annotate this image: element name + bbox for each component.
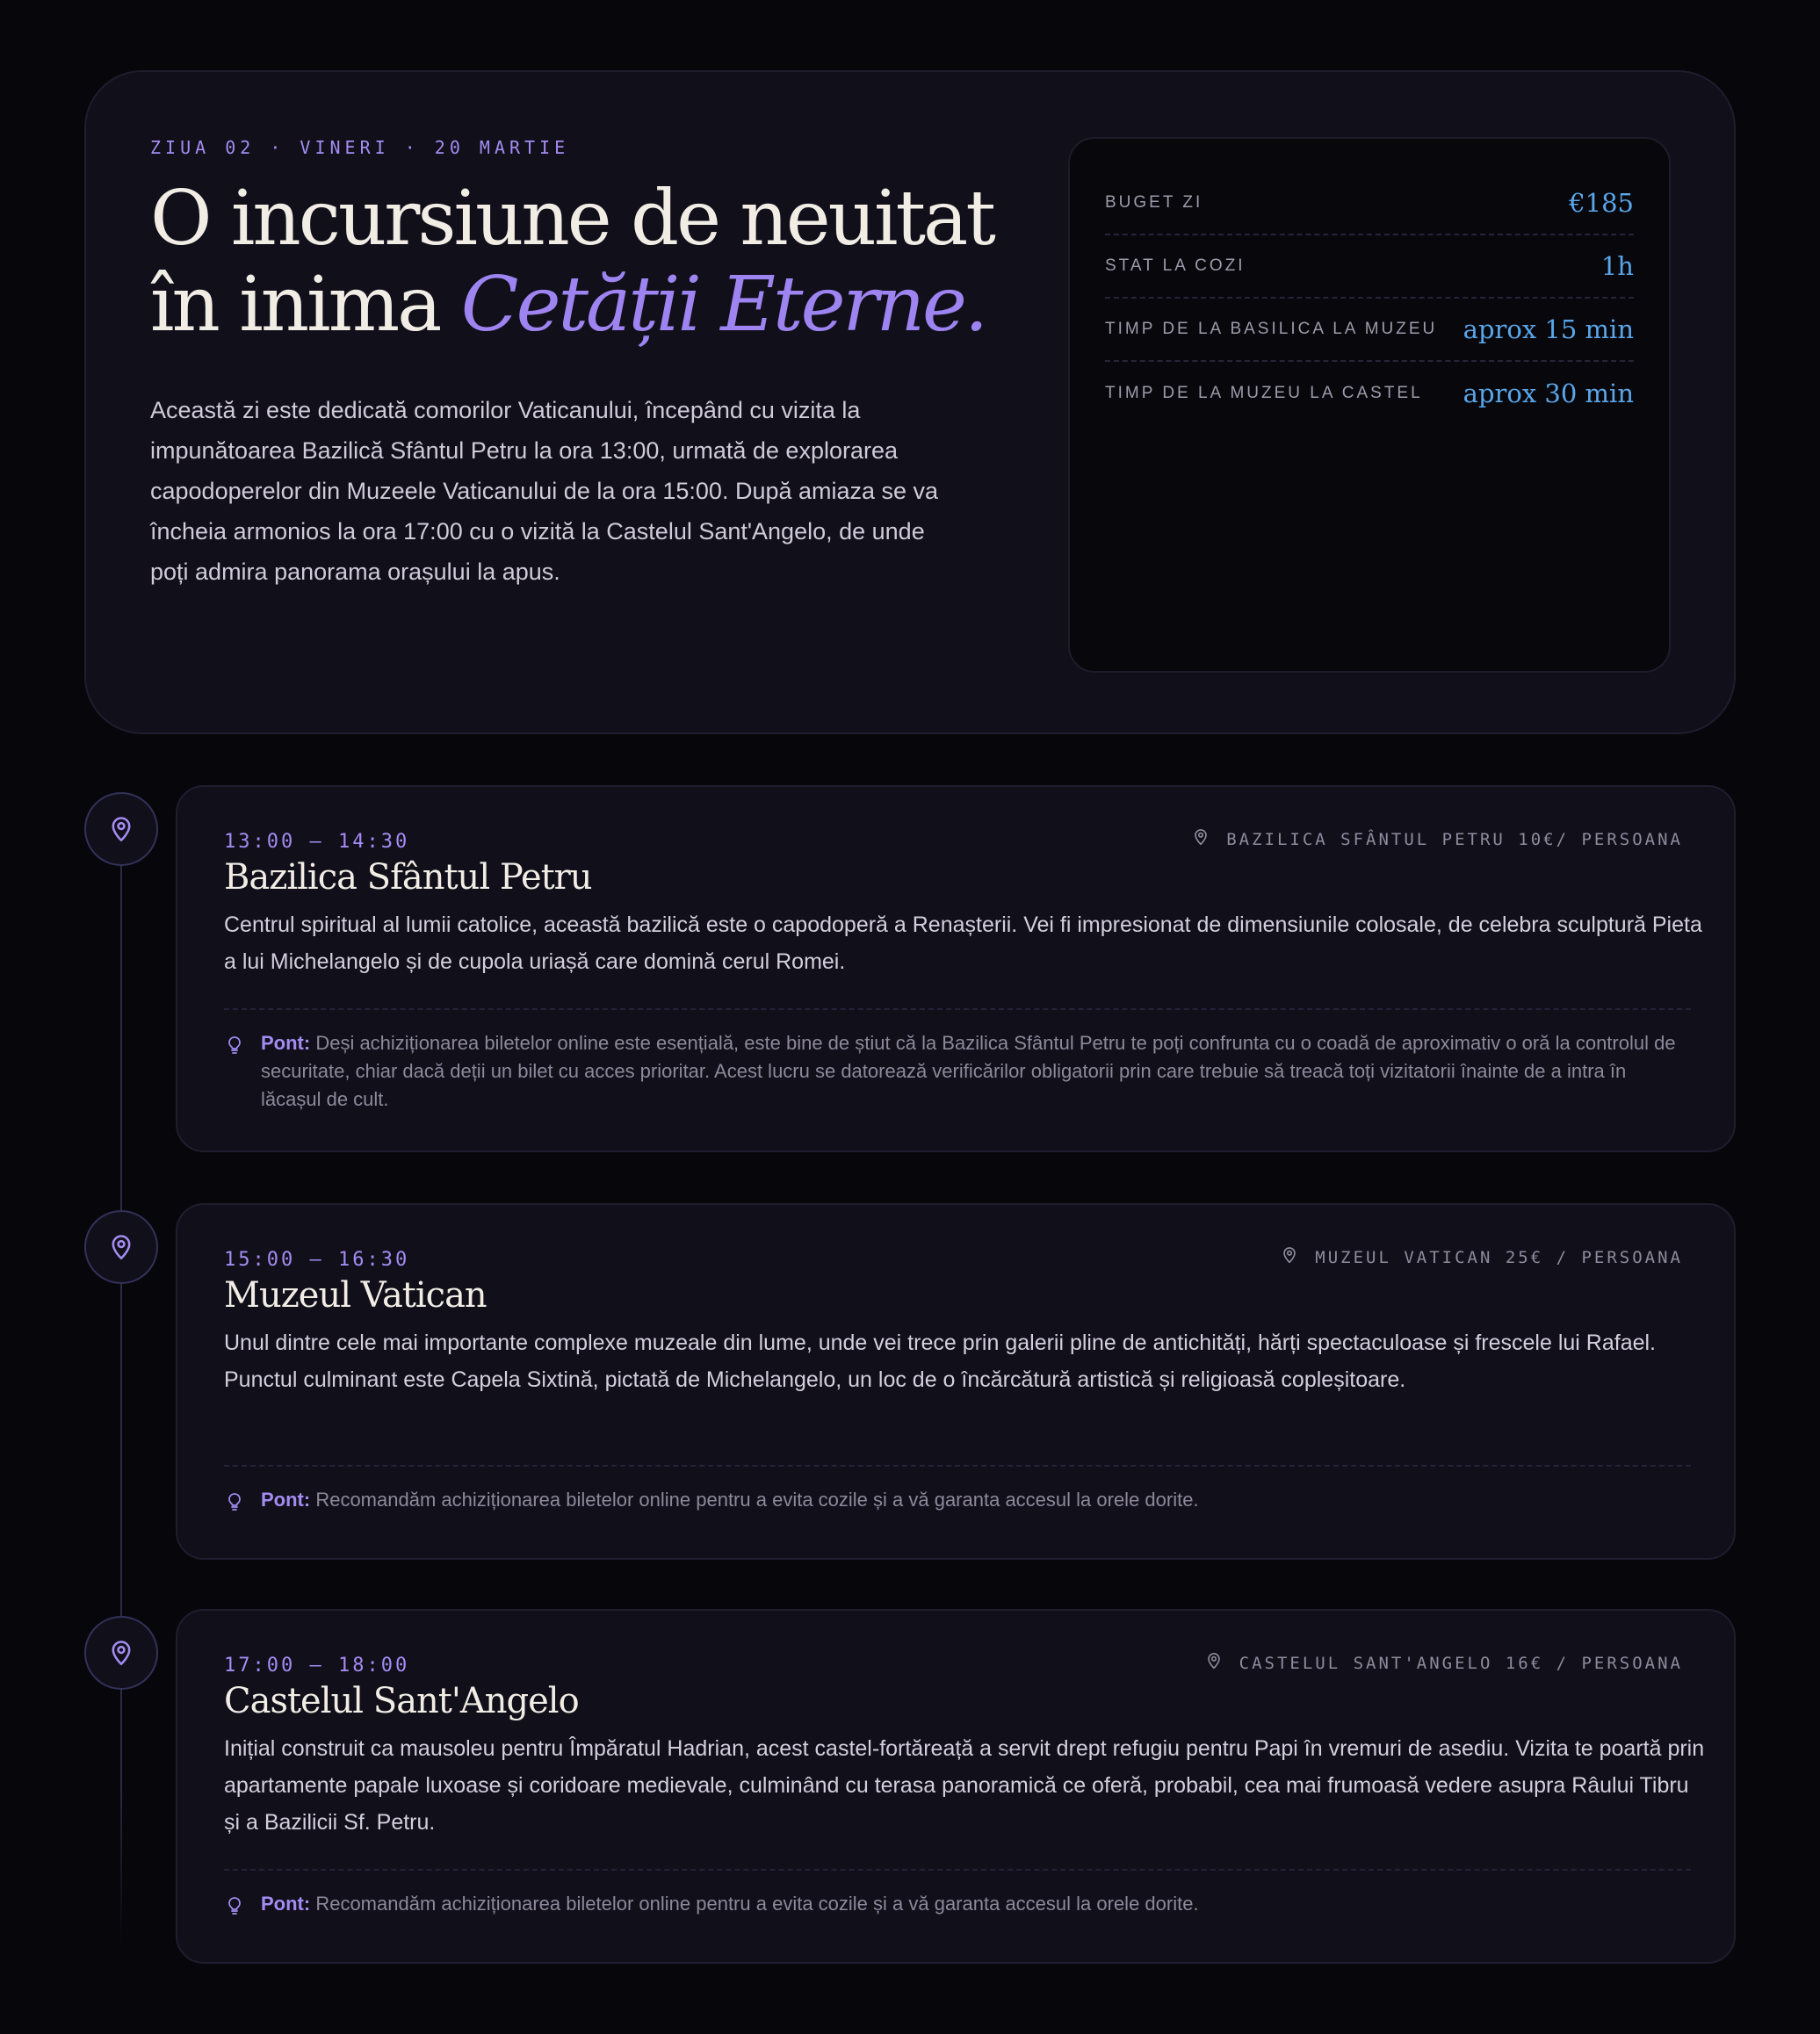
itinerary-stop-card[interactable] — [176, 1203, 1736, 1560]
stop-tip — [224, 1029, 1691, 1114]
itinerary-stop-card[interactable] — [176, 1609, 1736, 1964]
lightbulb-icon — [224, 1890, 245, 1921]
stop-description: Inițial construit ca mausoleu pentru Împăratul Hadrian, acest castel-fortăreață a servit drept refugiu pentru Papi în vremuri de asediu. Vizita te poartă prin apartamente papale luxoase și coridoare medievale, culminând cu terasa panoramică ce oferă, probabil, cea mai frumoasă vedere asupra Râului Tibru și a Bazilicii Sf. Petru. — [224, 1736, 1705, 1835]
stat-row-basilica-to-museum — [1105, 299, 1634, 362]
stop-tip — [224, 1890, 1691, 1921]
divider — [224, 1465, 1691, 1467]
stop-location — [1191, 827, 1683, 851]
stop-location — [1204, 1651, 1683, 1675]
map-pin-icon — [1204, 1651, 1224, 1675]
stop-title: Castelul Sant'Angelo — [224, 1681, 579, 1721]
lightbulb-icon — [224, 1029, 245, 1060]
tip-text: Recomandăm achiziționarea biletelor online pentru a evita cozile și a vă garanta accesul la orele dorite. — [315, 1893, 1199, 1915]
itinerary-stop-card[interactable] — [176, 785, 1736, 1152]
timeline-line — [120, 865, 122, 1945]
stop-location-label: MUZEUL VATICAN 25€ / PERSOANA — [1315, 1247, 1683, 1267]
stat-label: BUGET ZI — [1105, 193, 1203, 212]
stat-row-budget — [1105, 172, 1634, 235]
stop-location-label: CASTELUL SANT'ANGELO 16€ / PERSOANA — [1239, 1653, 1683, 1673]
stat-value: aprox 30 min — [1462, 379, 1634, 408]
stat-value: aprox 15 min — [1462, 314, 1634, 344]
day-intro: Această zi este dedicată comorilor Vaticanului, începând cu vizita la impunătoarea Bazilică Sfântul Petru la ora 13:00, urmată de explorarea capodoperelor din Muzeele Vaticanului de la ora 15:00. După amiaza se va încheia armonios la ora 17:00 cu o vizită la Castelul Sant'Angelo, de unde poți admira panorama orașului la apus. — [150, 397, 939, 585]
stop-time: 13:00 — 14:30 — [224, 831, 410, 853]
stop-description: Unul dintre cele mai importante complexe muzeale din lume, unde vei trece prin galerii pline de antichități, hărți spectaculoase și frescele lui Rafael. Punctul culminant este Capela Sixtină, pictată de Michelangelo, un loc de o încărcătură artistică și religioasă copleșitoare. — [224, 1331, 1657, 1392]
divider — [224, 1869, 1691, 1871]
tip-text: Deși achiziționarea biletelor online este esențială, este bine de știut că la Bazilica Sfântul Petru te poți confrunta cu o coadă de aproximativ o oră la controlul de securitate, chiar dacă deții un bilet cu acces prioritar. Acest lucru se datorează verificărilor obligatorii prin care trebuie să treacă toți vizitatorii înainte de a intra în lăcașul de cult. — [261, 1032, 1676, 1110]
stat-value: 1h — [1600, 251, 1634, 281]
tip-text: Recomandăm achiziționarea biletelor online pentru a evita cozile și a vă garanta accesul la orele dorite. — [315, 1489, 1199, 1511]
map-pin-icon — [84, 1210, 158, 1284]
page-title — [150, 176, 1029, 348]
stat-value: €185 — [1569, 188, 1634, 218]
stat-row-museum-to-castle — [1105, 362, 1634, 425]
stop-title: Muzeul Vatican — [224, 1275, 487, 1316]
stat-label: TIMP DE LA BASILICA LA MUZEU — [1105, 320, 1438, 338]
stop-title: Bazilica Sfântul Petru — [224, 857, 592, 898]
lightbulb-icon — [224, 1486, 245, 1517]
stop-description: Centrul spiritual al lumii catolice, această bazilică este o capodoperă a Renașterii. Vei fi impresionat de dimensiunile colosale, de celebra sculptură Pieta a lui Michelangelo și de cupola uriașă care domină cerul Romei. — [224, 912, 1702, 974]
title-main: O incursiune de neuitat în inima — [150, 175, 993, 349]
stop-time: 15:00 — 16:30 — [224, 1249, 410, 1271]
day-eyebrow: ZIUA 02 · VINERI · 20 MARTIE — [150, 137, 570, 158]
stat-label: STAT LA COZI — [1105, 256, 1246, 275]
day-stats-panel — [1068, 137, 1671, 673]
stop-time: 17:00 — 18:00 — [224, 1655, 410, 1677]
tip-label: Pont: — [261, 1893, 311, 1915]
stat-row-queue-time — [1105, 235, 1634, 299]
map-pin-icon — [84, 792, 158, 866]
divider — [224, 1008, 1691, 1010]
day-overview-card — [84, 70, 1736, 734]
map-pin-icon — [1191, 827, 1210, 851]
stat-label: TIMP DE LA MUZEU LA CASTEL — [1105, 384, 1423, 402]
tip-label: Pont: — [261, 1489, 311, 1511]
title-accent: Cetății Eterne. — [460, 261, 986, 349]
stop-location-label: BAZILICA SFÂNTUL PETRU 10€/ PERSOANA — [1226, 829, 1683, 849]
stop-tip — [224, 1486, 1691, 1517]
stop-location — [1280, 1245, 1683, 1269]
map-pin-icon — [84, 1616, 158, 1690]
tip-label: Pont: — [261, 1032, 311, 1054]
map-pin-icon — [1280, 1245, 1299, 1269]
